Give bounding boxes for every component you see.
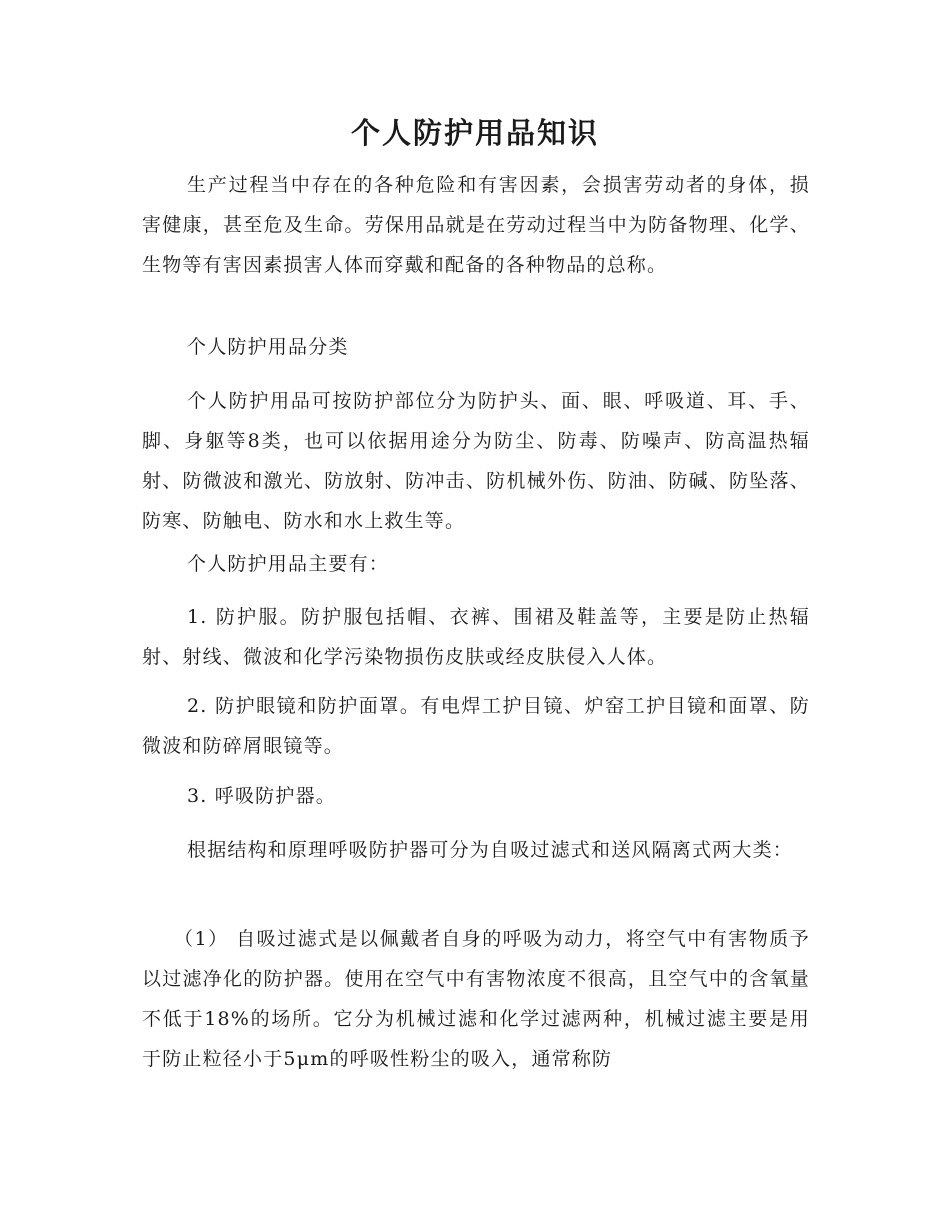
paragraph-item-protective-clothing: 1. 防护服。防护服包括帽、衣裤、围裙及鞋盖等，主要是防止热辐射、射线、微波和化学污染物损伤皮肤或经皮肤侵入人体。 [142, 606, 810, 668]
paragraph-main-items-heading: 个人防护用品主要有： [187, 553, 390, 575]
paragraph-classification-heading: 个人防护用品分类 [187, 336, 349, 358]
paragraph-item-respirator: 3. 呼吸防护器。 [187, 785, 336, 807]
paragraph-intro: 生产过程当中存在的各种危险和有害因素，会损害劳动者的身体，损害健康，甚至危及生命。劳保用品就是在劳动过程当中为防备物理、化学、生物等有害因素损害人体而穿戴和配备的各种物品的总称。 [142, 174, 810, 276]
paragraph-self-filtering: （1） 自吸过滤式是以佩戴者自身的呼吸为动力，将空气中有害物质予以过滤净化的防护器。使用在空气中有害物浓度不很高，且空气中的含氧量不低于18%的场所。它分为机械过滤和化学过滤两种，机械过滤主要是用于防止粒径小于5μm的呼吸性粉尘的吸入，通常称防 [142, 928, 810, 1070]
document-title: 个人防护用品知识 [350, 116, 599, 150]
paragraph-classification-body: 个人防护用品可按防护部位分为防护头、面、眼、呼吸道、耳、手、脚、身躯等8类，也可以依据用途分为防尘、防毒、防噪声、防高温热辐射、防微波和激光、防放射、防冲击、防机械外伤、防油、防碱、防坠落、防寒、防触电、防水和水上救生等。 [142, 390, 810, 532]
paragraph-respirator-types: 根据结构和原理呼吸防护器可分为自吸过滤式和送风隔离式两大类： [187, 839, 794, 861]
paragraph-item-goggles-masks: 2. 防护眼镜和防护面罩。有电焊工护目镜、炉窑工护目镜和面罩、防微波和防碎屑眼镜等。 [142, 695, 810, 757]
